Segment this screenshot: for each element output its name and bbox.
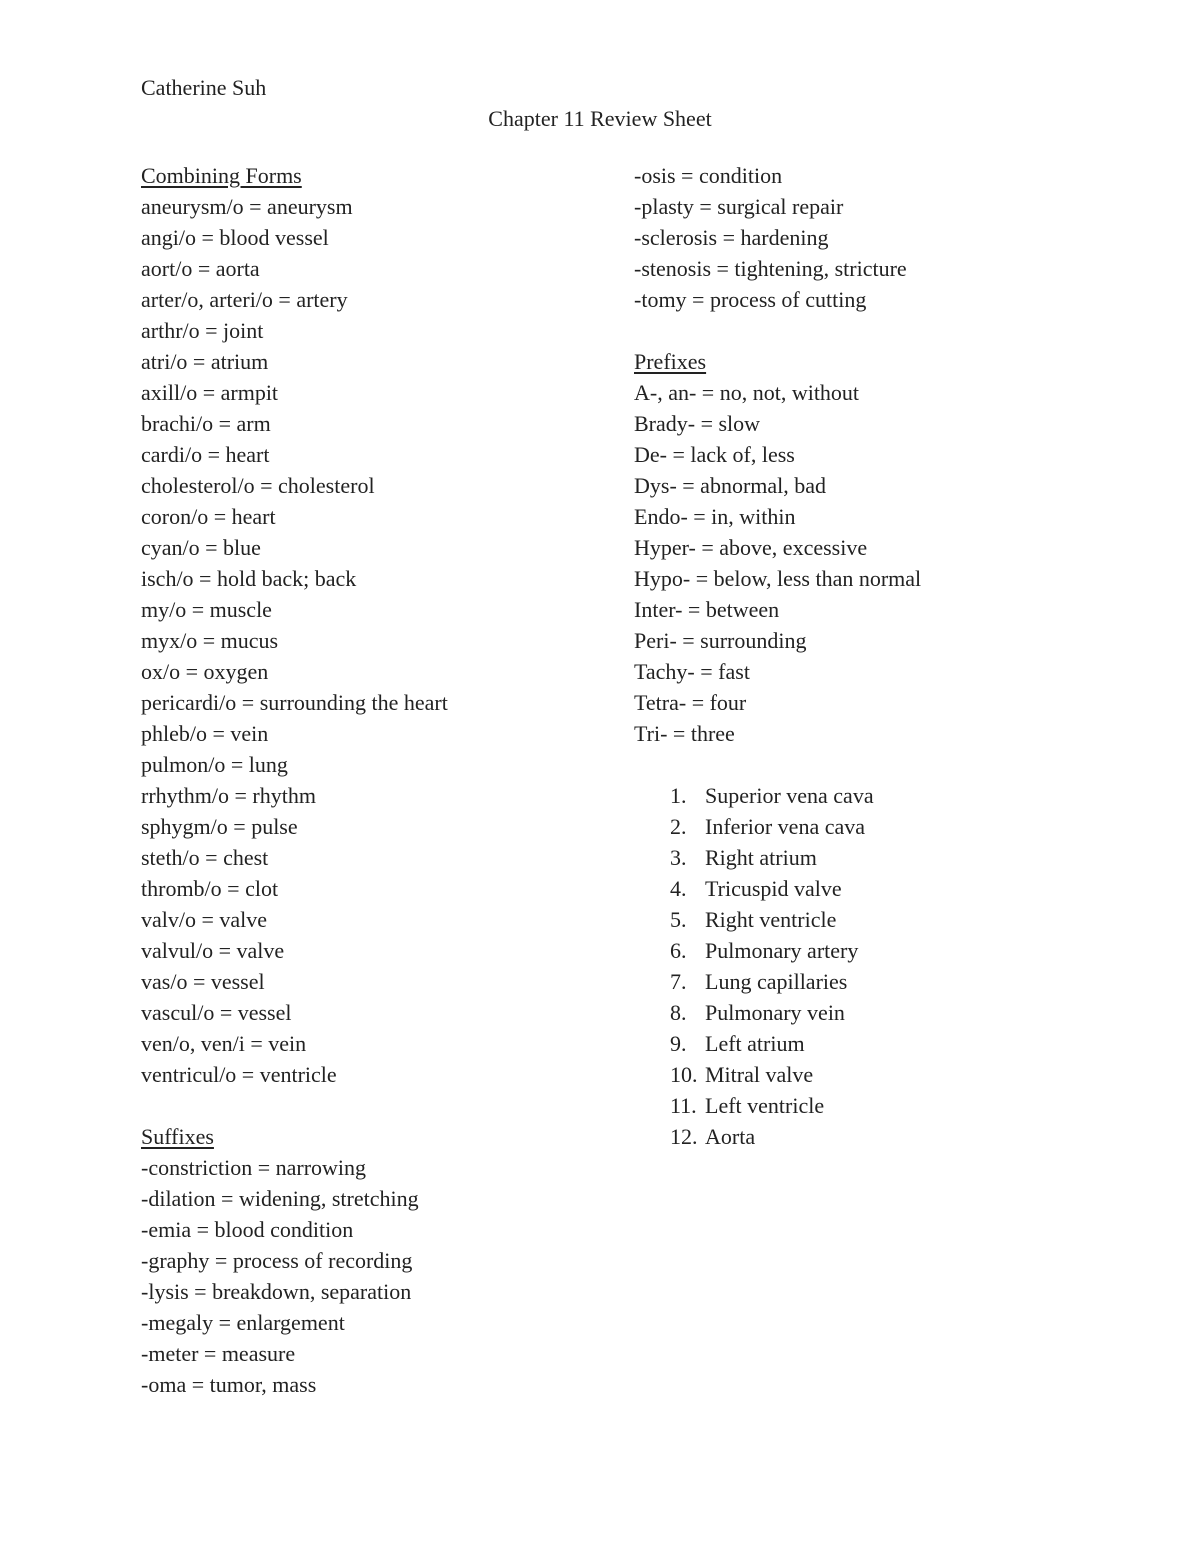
blood-flow-item [634, 1090, 1094, 1121]
list-item: aneurysm/o = aneurysm [141, 194, 353, 219]
suffixes-heading: Suffixes [141, 1124, 214, 1149]
combining-forms-list [141, 191, 601, 1090]
list-item: Peri- = surrounding [634, 628, 807, 653]
blood-flow-item [634, 1059, 1094, 1090]
list-item: -meter = measure [141, 1341, 296, 1366]
blood-flow-item [634, 1028, 1094, 1059]
list-item: sphygm/o = pulse [141, 814, 298, 839]
list-item: A-, an- = no, not, without [634, 380, 860, 405]
left-column [141, 160, 601, 1400]
list-item: Tetra- = four [634, 690, 747, 715]
list-item: pulmon/o = lung [141, 752, 288, 777]
list-item: isch/o = hold back; back [141, 566, 357, 591]
list-item: coron/o = heart [141, 504, 276, 529]
item-number: 1. [670, 783, 687, 808]
list-item: angi/o = blood vessel [141, 225, 329, 250]
blood-flow-item [634, 966, 1094, 997]
list-item: Hypo- = below, less than normal [634, 566, 922, 591]
list-item: vas/o = vessel [141, 969, 265, 994]
item-text: Inferior vena cava [705, 814, 866, 839]
list-item: axill/o = armpit [141, 380, 279, 405]
list-item: steth/o = chest [141, 845, 269, 870]
list-item: cyan/o = blue [141, 535, 261, 560]
list-item: -sclerosis = hardening [634, 225, 829, 250]
section-spacer [634, 749, 1094, 780]
list-item: aort/o = aorta [141, 256, 260, 281]
list-item: Inter- = between [634, 597, 780, 622]
list-item: -tomy = process of cutting [634, 287, 867, 312]
list-item: -oma = tumor, mass [141, 1372, 317, 1397]
combining-forms-heading: Combining Forms [141, 163, 302, 188]
blood-flow-item [634, 780, 1094, 811]
list-item: brachi/o = arm [141, 411, 271, 436]
item-number: 9. [670, 1031, 687, 1056]
list-item: -dilation = widening, stretching [141, 1186, 419, 1211]
list-item: ox/o = oxygen [141, 659, 269, 684]
list-item: arthr/o = joint [141, 318, 264, 343]
suffixes-list-part-1 [141, 1152, 601, 1400]
list-item: -constriction = narrowing [141, 1155, 367, 1180]
list-item: cholesterol/o = cholesterol [141, 473, 375, 498]
item-text: Superior vena cava [705, 783, 874, 808]
list-item: vascul/o = vessel [141, 1000, 292, 1025]
blood-flow-item [634, 873, 1094, 904]
item-number: 4. [670, 876, 687, 901]
list-item: Endo- = in, within [634, 504, 796, 529]
item-number: 3. [670, 845, 687, 870]
list-item: -plasty = surgical repair [634, 194, 844, 219]
item-text: Right atrium [705, 845, 817, 870]
list-item: arter/o, arteri/o = artery [141, 287, 348, 312]
item-text: Pulmonary vein [705, 1000, 845, 1025]
list-item: Tachy- = fast [634, 659, 750, 684]
item-number: 7. [670, 969, 687, 994]
list-item: Dys- = abnormal, bad [634, 473, 827, 498]
right-column [634, 160, 1094, 1152]
blood-flow-list [634, 780, 1094, 1152]
list-item: -lysis = breakdown, separation [141, 1279, 412, 1304]
list-item: valvul/o = valve [141, 938, 285, 963]
blood-flow-item [634, 1121, 1094, 1152]
list-item: -stenosis = tightening, stricture [634, 256, 907, 281]
list-item: -megaly = enlargement [141, 1310, 345, 1335]
list-item: ventricul/o = ventricle [141, 1062, 337, 1087]
item-text: Mitral valve [705, 1062, 814, 1087]
document-title: Chapter 11 Review Sheet [488, 106, 712, 131]
section-spacer [634, 315, 1094, 346]
list-item: ven/o, ven/i = vein [141, 1031, 307, 1056]
list-item: atri/o = atrium [141, 349, 269, 374]
item-number: 11. [670, 1093, 697, 1118]
blood-flow-item [634, 935, 1094, 966]
blood-flow-item [634, 842, 1094, 873]
item-text: Right ventricle [705, 907, 837, 932]
list-item: my/o = muscle [141, 597, 272, 622]
list-item: phleb/o = vein [141, 721, 269, 746]
prefixes-heading: Prefixes [634, 349, 707, 374]
item-text: Pulmonary artery [705, 938, 859, 963]
item-text: Tricuspid valve [705, 876, 842, 901]
item-number: 12. [670, 1124, 698, 1149]
item-text: Left atrium [705, 1031, 805, 1056]
list-item: cardi/o = heart [141, 442, 270, 467]
blood-flow-item [634, 904, 1094, 935]
list-item: valv/o = valve [141, 907, 268, 932]
suffixes-list-part-2 [634, 160, 1094, 315]
list-item: myx/o = mucus [141, 628, 279, 653]
blood-flow-item [634, 811, 1094, 842]
list-item: Hyper- = above, excessive [634, 535, 868, 560]
list-item: -osis = condition [634, 163, 783, 188]
item-number: 6. [670, 938, 687, 963]
item-number: 2. [670, 814, 687, 839]
author-name: Catherine Suh [141, 75, 267, 100]
list-item: De- = lack of, less [634, 442, 795, 467]
list-item: -graphy = process of recording [141, 1248, 413, 1273]
prefixes-list [634, 377, 1094, 749]
list-item: thromb/o = clot [141, 876, 279, 901]
section-spacer [141, 1090, 601, 1121]
item-number: 5. [670, 907, 687, 932]
list-item: Tri- = three [634, 721, 735, 746]
list-item: Brady- = slow [634, 411, 761, 436]
list-item: pericardi/o = surrounding the heart [141, 690, 448, 715]
list-item: rrhythm/o = rhythm [141, 783, 316, 808]
list-item: -emia = blood condition [141, 1217, 354, 1242]
blood-flow-item [634, 997, 1094, 1028]
item-number: 10. [670, 1062, 698, 1087]
item-number: 8. [670, 1000, 687, 1025]
item-text: Lung capillaries [705, 969, 848, 994]
item-text: Aorta [705, 1124, 756, 1149]
item-text: Left ventricle [705, 1093, 825, 1118]
